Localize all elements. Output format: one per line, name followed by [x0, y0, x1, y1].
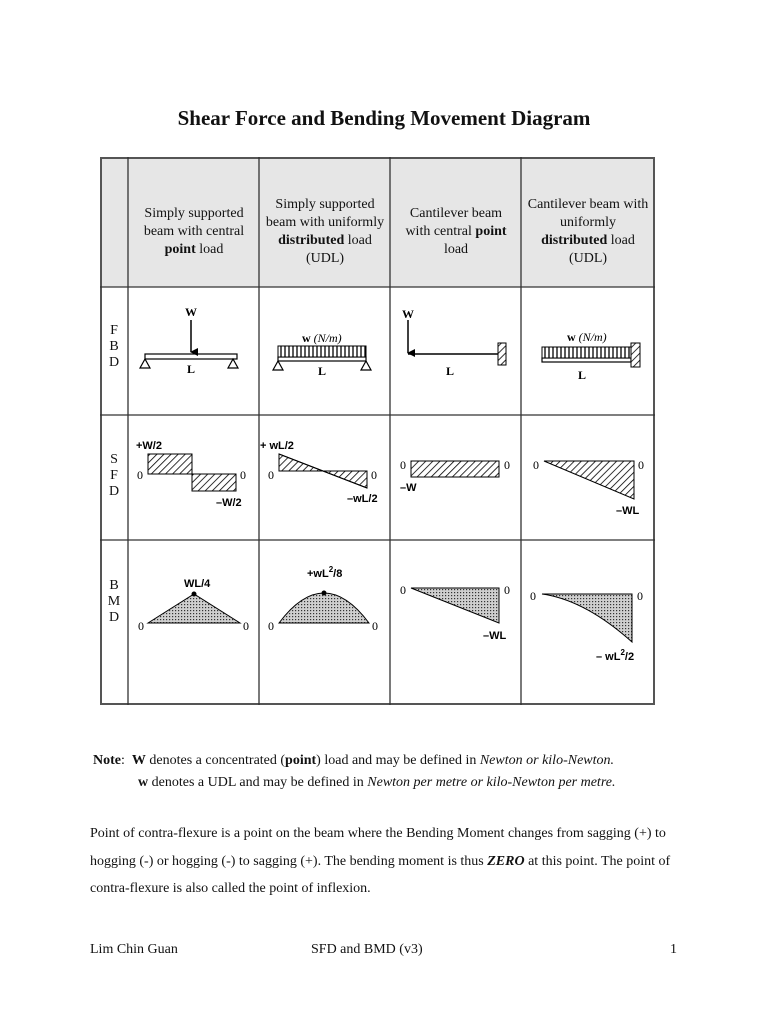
bmd1-zero-l: 0 [138, 619, 144, 633]
sfd2-zero-r: 0 [371, 468, 377, 482]
row-label-sfd: S F D [108, 452, 120, 499]
beam-4 [542, 358, 631, 362]
udl-label-2: w (N/m) [302, 331, 342, 345]
bmd2-zero-r: 0 [372, 619, 378, 633]
row-label-fbd: F B D [108, 323, 120, 370]
bmd1-max-label: WL/4 [184, 578, 211, 590]
header-col3: Cantilever beam with central point load [405, 206, 507, 257]
fbd-col2 [273, 331, 371, 378]
fixed-wall-3 [498, 343, 506, 365]
sfd-bmd-table [100, 157, 655, 705]
contra-flexure-paragraph: Point of contra-flexure is a point on the beam where the Bending Moment changes from sagging (+) to hogging (-) or hogging (-) to sagging (+). The bending moment is thus ZERO at this point. The point of contra-flexure is also called the point of inflexion. [90, 826, 671, 896]
header-col1: Simply supported beam with central point load [143, 206, 245, 257]
bmd1-zero-r: 0 [243, 619, 249, 633]
sfd2-zero-l: 0 [268, 468, 274, 482]
sfd3-negative [411, 461, 499, 477]
row-label-bmd: B M D [107, 578, 121, 625]
length-label-4: L [577, 368, 587, 382]
bmd3-triangle [411, 588, 499, 623]
load-label-1: W [185, 305, 197, 319]
bmd1-triangle [148, 594, 240, 623]
sfd1-neg-label: –W/2 [216, 497, 242, 509]
sfd1-pos-label: +W/2 [136, 440, 162, 452]
bmd4-min-label: – $wL^2/2$ [596, 648, 635, 663]
footer-author: Lim Chin Guan [90, 942, 178, 957]
sfd1-zero-r: 0 [240, 468, 246, 482]
sfd-col4 [533, 458, 644, 517]
bmd3-min-label: –WL [483, 630, 507, 642]
fbd-col1 [140, 305, 238, 376]
length-label-3: L [445, 364, 455, 378]
udl-4 [542, 347, 631, 358]
sfd4-neg-label: –WL [616, 505, 640, 517]
bmd4-zero-r: 0 [637, 589, 643, 603]
sfd4-negative [544, 461, 634, 499]
bmd-col2 [268, 565, 378, 633]
pin-support-right-2 [361, 361, 371, 370]
bmd3-zero-r: 0 [504, 583, 510, 597]
beam-2 [278, 357, 366, 361]
sfd3-neg-label: –W [400, 482, 417, 494]
fbd-col3 [402, 307, 506, 378]
fbd-col4 [542, 330, 640, 382]
bmd4-zero-l: 0 [530, 589, 536, 603]
pin-support-left-2 [273, 361, 283, 370]
sfd2-neg-label: –wL/2 [347, 493, 378, 505]
sfd-col3 [400, 458, 510, 494]
page-title: Shear Force and Bending Movement Diagram [177, 106, 591, 130]
bmd2-zero-l: 0 [268, 619, 274, 633]
bmd3-zero-l: 0 [400, 583, 406, 597]
header-col2: Simply supported beam with uniformly distributed load (UDL) [265, 197, 385, 266]
footer-doc-title: SFD and BMD (v3) [311, 942, 423, 957]
header-col4: Cantilever beam with uniformly distributed load (UDL) [527, 197, 649, 266]
sfd3-zero-r: 0 [504, 458, 510, 472]
note-block: Note: W denotes a concentrated (point) load and may be defined in Newton or kilo-Newton. w denotes a UDL and may be defined in Newton per metre or kilo-Newton per metre. [93, 753, 616, 790]
beam-1 [145, 354, 237, 359]
sfd1-zero-l: 0 [137, 468, 143, 482]
bmd2-max-label: $+wL^2/8$ [307, 565, 343, 580]
bmd-col1 [138, 578, 249, 633]
sfd1-positive [148, 454, 192, 474]
sfd3-zero-l: 0 [400, 458, 406, 472]
footer-page-number: 1 [670, 942, 677, 957]
sfd4-zero-l: 0 [533, 458, 539, 472]
udl-label-4: w (N/m) [567, 330, 607, 344]
sfd2-pos-label: + wL/2 [260, 440, 294, 452]
pin-support-right-1 [228, 359, 238, 368]
bmd-col3 [400, 583, 510, 642]
fixed-wall-4 [631, 343, 640, 367]
bmd4-curve [542, 594, 632, 642]
length-label-1: L [186, 362, 196, 376]
bmd-col4 [530, 589, 643, 663]
pin-support-left-1 [140, 359, 150, 368]
sfd-col2 [260, 440, 378, 505]
length-label-2: L [317, 364, 327, 378]
sfd1-negative [192, 474, 236, 491]
load-label-3: W [402, 307, 414, 321]
sfd-col1 [136, 440, 246, 509]
bmd2-parabola [279, 593, 369, 623]
udl-2 [278, 346, 366, 357]
sfd4-zero-r: 0 [638, 458, 644, 472]
